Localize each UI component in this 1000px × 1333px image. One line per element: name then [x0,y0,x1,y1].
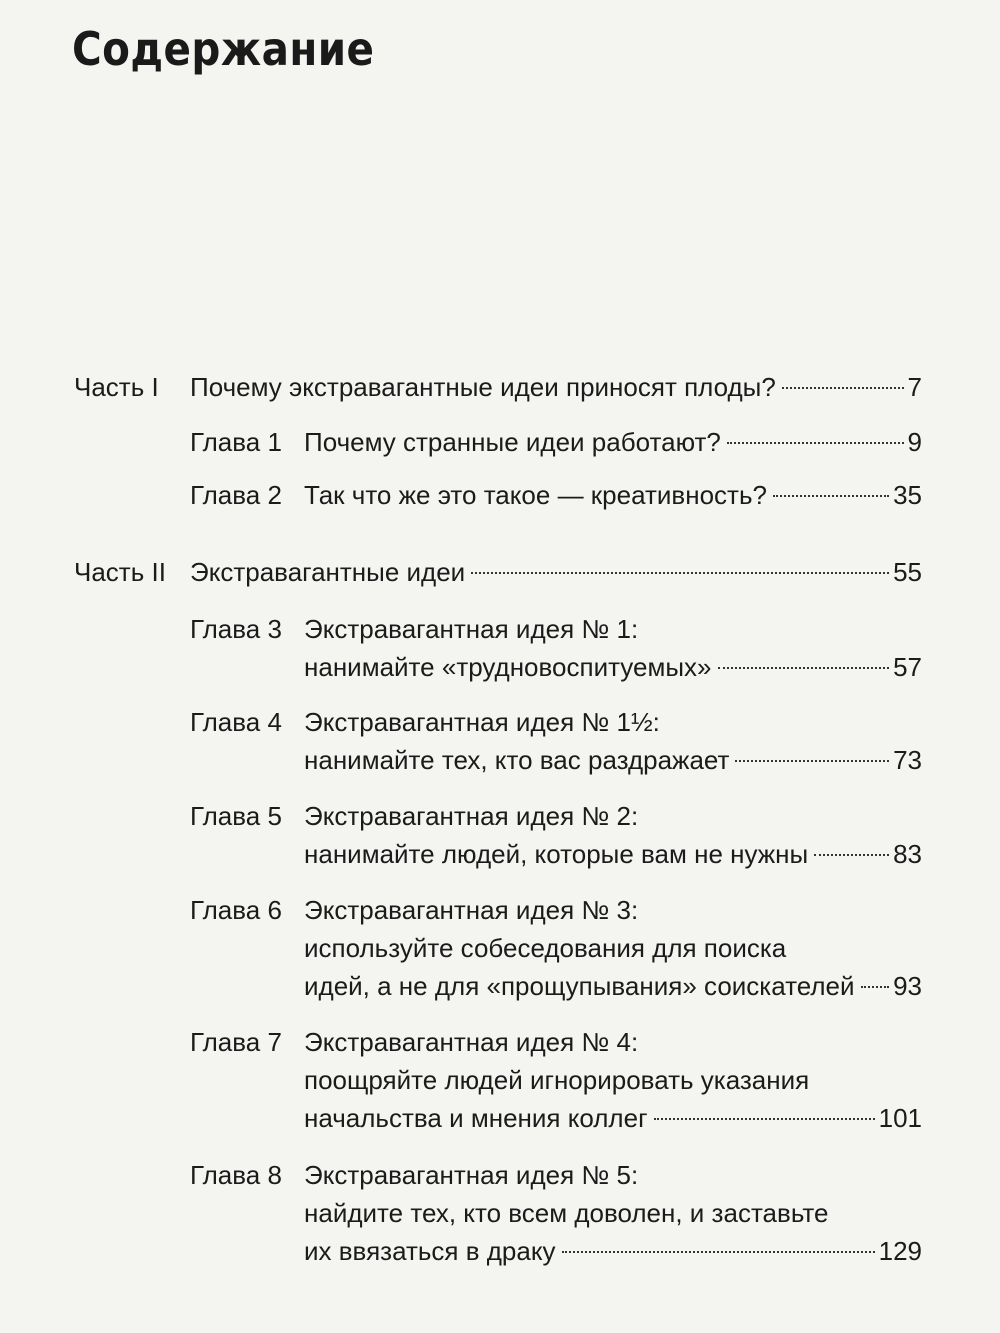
page-number: 129 [878,1236,922,1266]
chapter-title-line: нанимайте тех, кто вас раздражает [304,745,730,775]
toc-leader [190,368,922,406]
page-number: 35 [893,480,922,510]
chapter-title-line: найдите тех, кто всем доволен, и заставьте [304,1198,829,1228]
chapter-title-line: Экстравагантная идея № 2: [304,801,639,831]
chapter-title-line: Экстравагантная идея № 5: [304,1160,639,1190]
part-title: Почему экстравагантные идеи приносят плоды? [190,372,776,402]
chapter-label: Глава 5 [190,801,282,831]
chapter-label: Глава 7 [190,1027,282,1057]
dot-leader [782,387,904,389]
toc-leader [304,476,922,514]
chapter-title-line: идей, а не для «прощупывания» соискателей [304,971,855,1001]
page-number: 93 [893,971,922,1001]
chapter-title-line: используйте собеседования для поиска [304,933,787,963]
toc-leader [304,648,922,686]
dot-leader [773,495,889,497]
chapter-title: Так что же это такое — креативность? [304,480,767,510]
toc-leader [190,553,922,591]
chapter-title-line: нанимайте людей, которые вам не нужны [304,839,809,869]
dot-leader [562,1251,875,1253]
toc-leader [304,741,922,779]
chapter-title-line: Экстравагантная идея № 4: [304,1027,639,1057]
toc-leader [304,835,922,873]
dot-leader [718,667,890,669]
page-number: 55 [893,557,922,587]
chapter-label: Глава 2 [190,480,282,510]
part-label: Часть II [74,557,166,587]
toc-leader [304,967,922,1005]
chapter-title-line: Экстравагантная идея № 3: [304,895,639,925]
dot-leader [735,760,889,762]
chapter-label: Глава 8 [190,1160,282,1190]
dot-leader [814,854,889,856]
chapter-title-line: Экстравагантная идея № 1½: [304,707,660,737]
toc-leader [304,1099,922,1137]
chapter-title-line: нанимайте «трудновоспитуемых» [304,652,712,682]
dot-leader [727,442,904,444]
page-title: Содержание [72,22,375,76]
chapter-title-line: Экстравагантная идея № 1: [304,614,639,644]
dot-leader [471,572,889,574]
part-title: Экстравагантные идеи [190,557,466,587]
page-number: 57 [893,652,922,682]
chapter-title: Почему странные идеи работают? [304,427,721,457]
page-number: 7 [907,372,922,402]
page-number: 73 [893,745,922,775]
bleed-through-heading [150,280,172,372]
dot-leader [654,1118,875,1120]
chapter-title-line: начальства и мнения коллег [304,1103,648,1133]
page-number: 101 [878,1103,922,1133]
dot-leader [861,986,890,988]
chapter-label: Глава 4 [190,707,282,737]
page-number: 9 [907,427,922,457]
chapter-title-line: их ввязаться в драку [304,1236,556,1266]
part-label: Часть I [74,372,159,402]
toc-leader [304,423,922,461]
chapter-label: Глава 3 [190,614,282,644]
chapter-title-line: поощряйте людей игнорировать указания [304,1065,810,1095]
chapter-label: Глава 6 [190,895,282,925]
toc-leader [304,1232,922,1270]
chapter-label: Глава 1 [190,427,282,457]
page-number: 83 [893,839,922,869]
